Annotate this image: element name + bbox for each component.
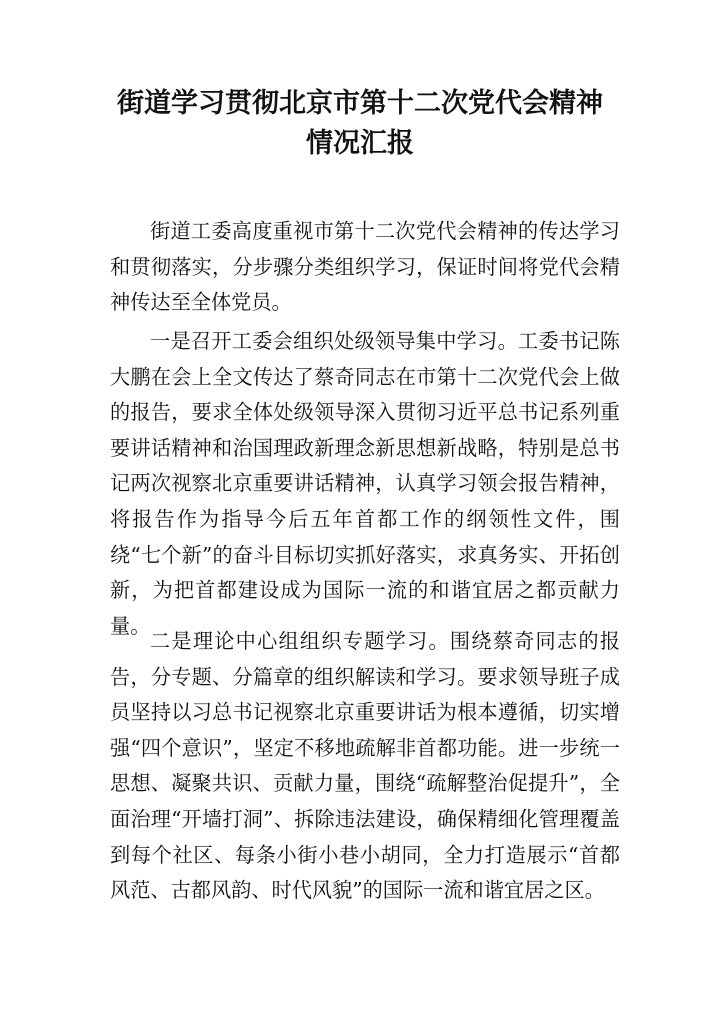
paragraph-second-point: 二是理论中心组组织专题学习。围绕蔡奇同志的报告，分专题、分篇章的组织解读和学习。要求领导班子成员坚持以习总书记视察北京重要讲话为根本遵循，切实增强“四个意识”，坚定不移地疏解非首都功能。进一步统一思想、凝聚共识、贡献力量，围绕“疏解整治促提升”，全面治理“开墙打洞”、拆除违法建设，确保精细化管理覆盖到每个社区、每条小街小巷小胡同，全力打造展示“首都风范、古都风韵、时代风貌”的国际一流和谐宜居之区。 [110,629,620,903]
paragraph-first-point: 一是召开工委会组织处级领导集中学习。工委书记陈大鹏在会上全文传达了蔡奇同志在市第十二次党代会上做的报告，要求全体处级领导深入贯彻习近平总书记系列重要讲话精神和治国理政新理念新思想新战略，特别是总书记两次视察北京重要讲话精神，认真学习领会报告精神，将报告作为指导今后五年首都工作的纲领性文件，围绕“七个新”的奋斗目标切实抓好落实，求真务实、开拓创新，为把首都建设成为国际一流的和谐宜居之都贡献力量。 [110,329,620,638]
document-title-line-2: 情况汇报 [306,128,414,159]
paragraph-intro: 街道工委高度重视市第十二次党代会精神的传达学习和贯彻落实，分步骤分类组织学习，保证时间将党代会精神传达至全体党员。 [110,219,620,315]
document-title-line-1: 街道学习贯彻北京市第十二次党代会精神 [117,88,603,119]
